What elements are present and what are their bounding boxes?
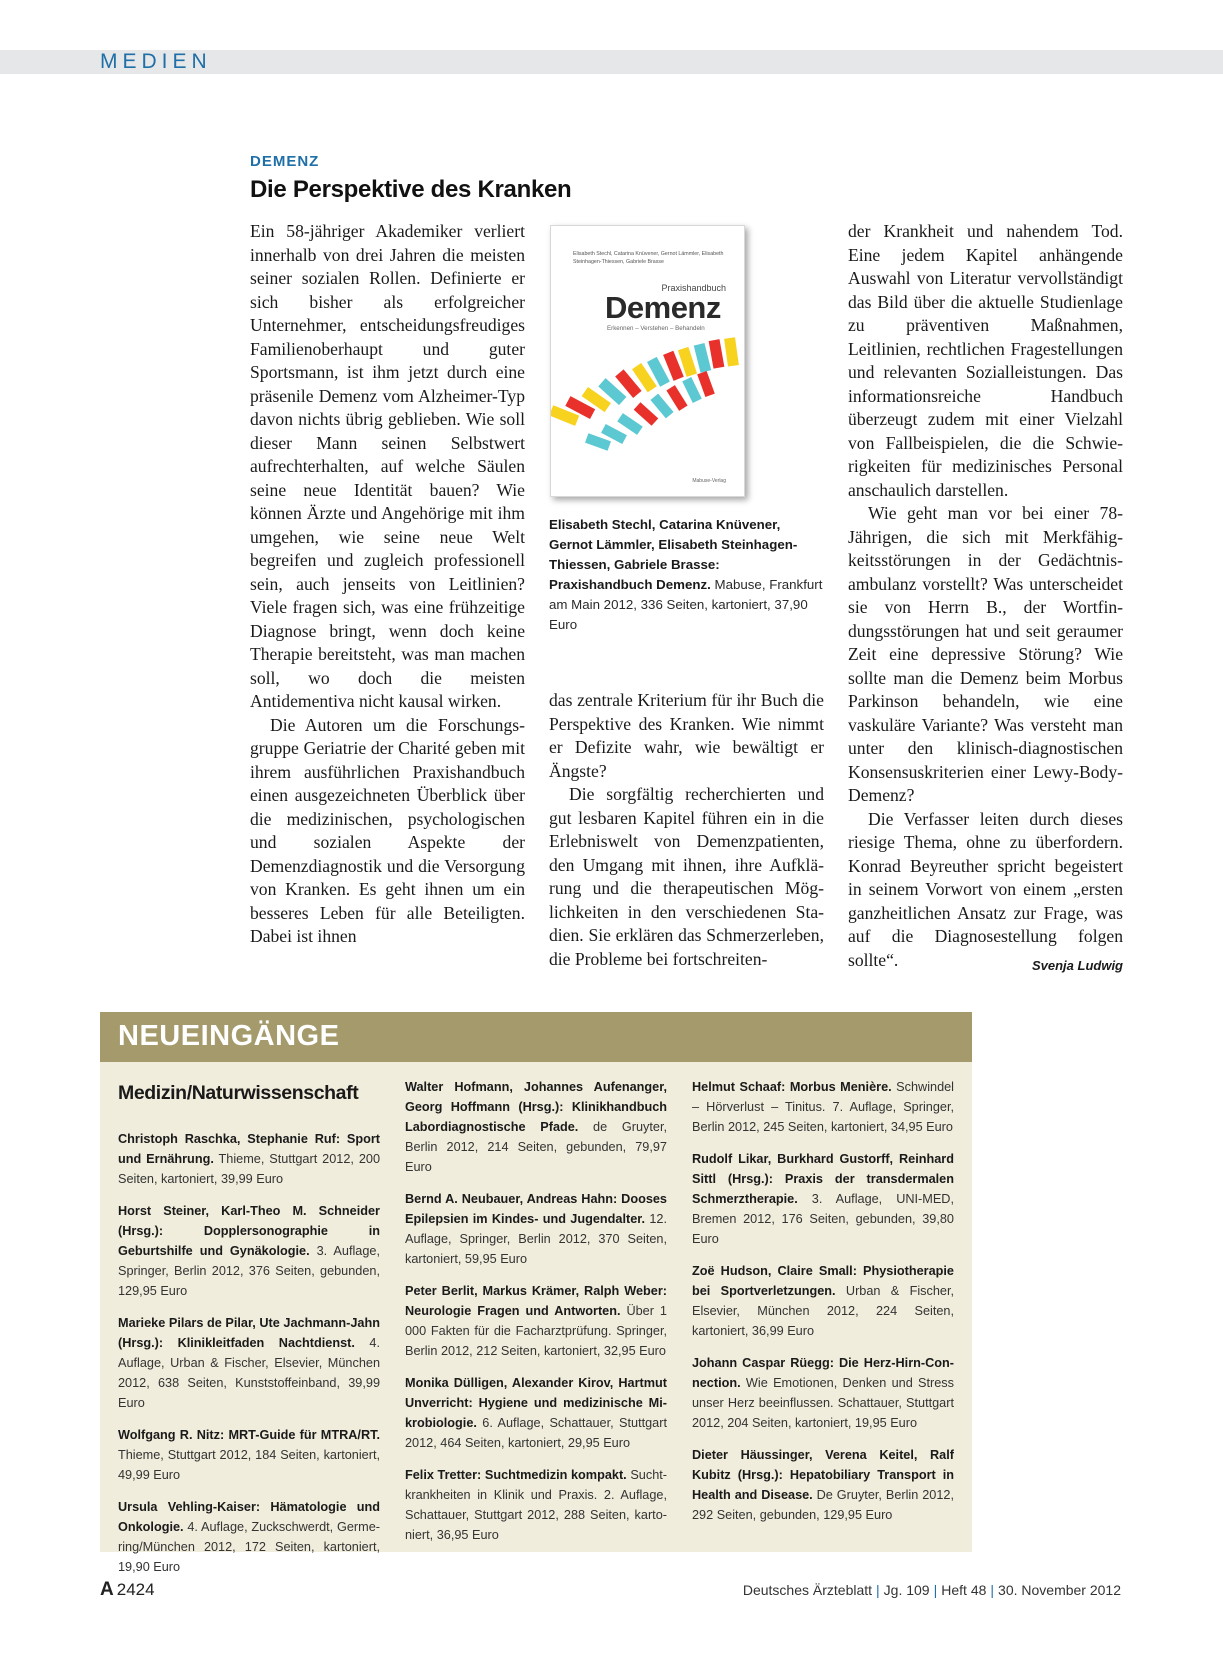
book-caption-title: Elisabeth Stechl, Catarina Knüvener, Gernot Lämmler, Elisabeth Steinhagen-Thiessen, Gabriele Brasse: Praxishandbuch Demenz.	[549, 517, 798, 592]
book-entry	[692, 1149, 954, 1249]
journal-name: Deutsches Ärzteblatt	[742, 1582, 873, 1598]
book-entry-details: 12. Auflage, Springer, Berlin 2012, 370 Seiten, kartoniert, 59,95 Euro	[405, 1212, 667, 1266]
book-entry-title: Felix Tretter: Suchtmedizin kompakt.	[405, 1468, 627, 1482]
book-entry	[118, 1425, 380, 1485]
book-entry-details: 3. Auflage, Springer, Berlin 2012, 376 Seiten, gebunden, 129,95 Euro	[118, 1244, 380, 1298]
book-entry	[118, 1201, 380, 1301]
book-entry-title: Wolfgang R. Nitz: MRT-Guide für MTRA/RT.	[118, 1428, 380, 1442]
article-paragraph: das zentrale Kriterium für ihr Buch die Perspektive des Kranken. Wie nimmt er Defizite wahr, wie bewältigt er Ängste?	[549, 690, 824, 781]
footer-separator: |	[933, 1582, 938, 1598]
book-entry	[405, 1465, 667, 1545]
book-caption-details: Mabuse, Frankfurt am Main 2012, 336 Seiten, kartoniert, 37,90 Euro	[549, 577, 823, 632]
section-label: MEDIEN	[100, 50, 212, 73]
page-number-value: 2424	[116, 1580, 155, 1599]
book-entry	[692, 1445, 954, 1525]
neueingaenge-category: Medizin/Naturwissenschaft	[118, 1082, 359, 1104]
book-entry-details: de Gruyter, Berlin 2012, 214 Seiten, gebunden, 79,97 Euro	[405, 1120, 667, 1174]
neueingaenge-column-3	[692, 1077, 954, 1537]
book-entry-title: Dieter Häussinger, Verena Keitel, Ralf Kubitz (Hrsg.): Hepatobiliary Transport in Health and Disease.	[692, 1448, 954, 1502]
article-column-1	[250, 220, 525, 949]
book-entry-title: Helmut Schaaf: Morbus Menière.	[692, 1080, 892, 1094]
article-kicker: DEMENZ	[250, 153, 320, 170]
book-entry	[405, 1189, 667, 1269]
book-entry	[405, 1077, 667, 1177]
article-paragraph-text: Die Verfasser leiten durch dieses riesige Thema, ohne zu überfordern. Konrad Beyreuther spricht begeistert in seinem Vorwort von einem „ersten ganzheitlichen Ansatz zur Frage, was auf die Diagnosestellung folgen sollte“.	[848, 808, 1123, 970]
book-entry-details: 3. Auflage, UNI-MED, Bremen 2012, 176 Seiten, gebunden, 39,80 Euro	[692, 1192, 954, 1246]
cover-authors: Elisabeth Stechl, Catarina Knüvener, Gernot Lämmler, Elisabeth Steinhagen-Thiessen, Gabriele Brasse	[573, 251, 724, 265]
journal-info	[743, 1582, 1121, 1598]
book-list	[405, 1077, 667, 1545]
book-entry-title: Christoph Raschka, Stephanie Ruf: Sport und Ernährung.	[118, 1132, 380, 1166]
book-entry-title: Ursula Vehling-Kaiser: Hämatologie und Onkologie.	[118, 1500, 380, 1534]
book-entry-title: Johann Caspar Rüegg: Die Herz-Hirn-Connection.	[692, 1356, 954, 1390]
book-cover	[550, 225, 745, 497]
book-entry-details: Über 1 000 Fakten für die Facharztprüfung. Springer, Berlin 2012, 212 Seiten, kartoniert, 32,95 Euro	[405, 1304, 667, 1358]
book-entry-title: Rudolf Likar, Burkhard Gustorff, Reinhard Sittl (Hrsg.): Praxis der transdermalen Schmerztherapie.	[692, 1152, 954, 1206]
footer-separator: |	[876, 1582, 880, 1598]
book-caption	[549, 515, 824, 635]
book-entry	[405, 1373, 667, 1453]
book-entry	[692, 1261, 954, 1341]
book-entry-title: Zoë Hudson, Claire Small: Physiotherapie bei Sportverletzungen.	[692, 1264, 954, 1298]
book-entry-details: Thieme, Stuttgart 2012, 200 Seiten, kartoniert, 39,99 Euro	[118, 1152, 380, 1186]
book-entry-details: 6. Auflage, Schattauer, Stuttgart 2012, 464 Seiten, kartoniert, 29,95 Euro	[405, 1416, 667, 1450]
book-entry-details: Thieme, Stuttgart 2012, 184 Seiten, kartoniert, 49,99 Euro	[118, 1448, 380, 1482]
article-paragraph: der Krankheit und nahendem Tod. Eine jedem Kapitel anhängende Auswahl von Literatur vervollständigt das Bild über die aktuelle Studienlage zu präventiven Maßnahmen, Leitlinien, rechtlichen Fragestellungen und relevanten Sozialleistungen. Das informationsreiche Handbuch überzeugt zudem mit einer Vielzahl von Fallbeispielen, die die Schwierigkeiten für medizinisches Personal anschaulich darstellen.	[848, 221, 1123, 500]
domino-tiles	[551, 337, 739, 451]
book-entry-title: Bernd A. Neubauer, Andreas Hahn: Dooses Epilepsien im Kindes- und Jugendalter.	[405, 1192, 667, 1226]
book-entry-details: Suchtkrankheiten in Klinik und Praxis. 2. Auflage, Schattauer, Stuttgart 2012, 288 Seiten, kartoniert, 36,95 Euro	[405, 1468, 668, 1542]
article-paragraph: Wie geht man vor bei einer 78-Jährigen, die sich mit Merkfähigkeitsstörungen in der Gedächtnisambulanz vorstellt? Was unterscheidet sie von Herrn B., der Wortfindungsstörungen hat und seit geraumer Zeit eine depressive Störung? Wie sollte man die Demenz beim Morbus Parkinson behandeln, wie eine vaskuläre Variante? Was versteht man unter den klinisch-diagnostischen Konsensuskriterien einer Lewy-Body-Demenz?	[848, 503, 1123, 805]
cover-publisher: Mabuse-Verlag	[692, 478, 726, 484]
book-entry	[405, 1281, 667, 1361]
footer-separator: |	[990, 1582, 995, 1598]
book-entry	[692, 1077, 954, 1137]
book-entry-details: De Gruyter, Berlin 2012, 292 Seiten, gebunden, 129,95 Euro	[692, 1488, 954, 1522]
book-entry-details: 4. Auflage, Urban & Fischer, Elsevier, München 2012, 638 Seiten, Kunststoffeinband, 39,99 Euro	[118, 1336, 381, 1410]
book-entry-title: Marieke Pilars de Pilar, Ute Jachmann-Jahn (Hrsg.): Klinikleitfaden Nachtdienst.	[118, 1316, 380, 1350]
book-entry	[118, 1497, 380, 1577]
journal-issue: Heft 48	[941, 1582, 987, 1598]
book-entry	[118, 1313, 380, 1413]
book-entry-details: Wie Emotionen, Denken und Stress unser Herz beeinflussen. Schattauer, Stuttgart 2012, 204 Seiten, kartoniert, 19,95 Euro	[692, 1376, 954, 1430]
cover-title: Demenz	[605, 290, 721, 325]
book-list	[692, 1077, 954, 1525]
neueingaenge-column-1	[118, 1080, 380, 1589]
article-column-2	[549, 689, 824, 971]
book-entry-title: Horst Steiner, Karl-Theo M. Schneider (Hrsg.): Dopplersonographie in Geburtshilfe und Gynäkologie.	[118, 1204, 380, 1258]
book-entry-title: Monika Dülligen, Alexander Kirov, Hartmut Unverricht: Hygiene und medizinische Mikrobiologie.	[405, 1376, 667, 1430]
article-paragraph-last	[848, 808, 1123, 973]
book-entry-details: Schwindel – Hörverlust – Tinitus. 7. Auflage, Springer, Berlin 2012, 245 Seiten, kartoniert, 34,95 Euro	[692, 1080, 954, 1134]
page-number	[100, 1579, 155, 1601]
cover-tagline: Erkennen – Verstehen – Behandeln	[607, 325, 705, 332]
book-entry	[118, 1129, 380, 1189]
neueingaenge-column-2	[405, 1077, 667, 1557]
article-paragraph: Die Autoren um die Forschungsgruppe Geriatrie der Charité geben mit ihrem ausführlichen Praxishandbuch einen ausgezeichneten Überblick über die medizinischen, psychologischen und sozialen Aspekte der Demenzdiagnostik und die Versorgung von Kranken. Es geht ihnen um ein besseres Leben für alle Beteiligten. Dabei ist ihnen	[250, 714, 525, 946]
book-entry-details: Urban & Fischer, Elsevier, München 2012, 224 Seiten, kartoniert, 36,99 Euro	[692, 1284, 955, 1338]
book-list	[118, 1129, 380, 1577]
article-column-3	[848, 220, 1123, 977]
domino-artwork	[551, 332, 744, 472]
book-entry	[692, 1353, 954, 1433]
cover-subtitle: Praxishandbuch	[661, 283, 726, 293]
article-paragraph: Ein 58-jähriger Akademiker verliert innerhalb von drei Jahren die meisten seiner sozialen Rollen. Definierte er sich bisher als erfolgreicher Unternehmer, entscheidungsfreudiges Familienoberhaupt und guter Sportsmann, ist ihm jetzt durch eine präsenile Demenz vom Alzheimer-Typ davon nichts übrig geblieben. Wie soll dieser Mann seinen Selbstwert aufrechterhalten, auf welche Säulen seine neue Identität bauen? Wie können Ärzte und Angehörige mit ihm umgehen, wie seine neue Welt begreifen und zugleich professionell sein, auch jenseits von Leitlinien? Viele fragen sich, was eine frühzeitige Diagnose bringt, wenn doch keine Therapie bereitsteht, was man machen soll, wo doch die meisten Antidementiva nicht kausal wirken.	[250, 221, 525, 711]
article-author: Svenja Ludwig	[1031, 957, 1123, 973]
book-entry-details: 4. Auflage, Zuckschwerdt, Germering/München 2012, 172 Seiten, kartoniert, 19,90 Euro	[118, 1520, 380, 1574]
book-entry-title: Walter Hofmann, Johannes Aufenanger, Georg Hoffmann (Hrsg.): Klinikhandbuch Labordiagnostische Pfade.	[405, 1080, 667, 1134]
book-entry-title: Peter Berlit, Markus Krämer, Ralph Weber: Neurologie Fragen und Antworten.	[405, 1284, 667, 1318]
page-prefix: A	[100, 1579, 114, 1600]
article-headline: Die Perspektive des Kranken	[250, 176, 572, 203]
neueingaenge-title: NEUEINGÄNGE	[118, 1020, 340, 1052]
article-paragraph: Die sorgfältig recherchierten und gut lesbaren Kapitel führen ein in die Erlebniswelt von Demenzpatienten, den Umgang mit ihnen, ihre Aufklärung und die therapeutischen Möglichkeiten in den verschiedenen Stadien. Sie erklären das Schmerzerleben, die Probleme bei fortschreiten-	[549, 784, 824, 969]
journal-volume: Jg. 109	[883, 1582, 930, 1598]
journal-date: 30. November 2012	[998, 1582, 1121, 1598]
